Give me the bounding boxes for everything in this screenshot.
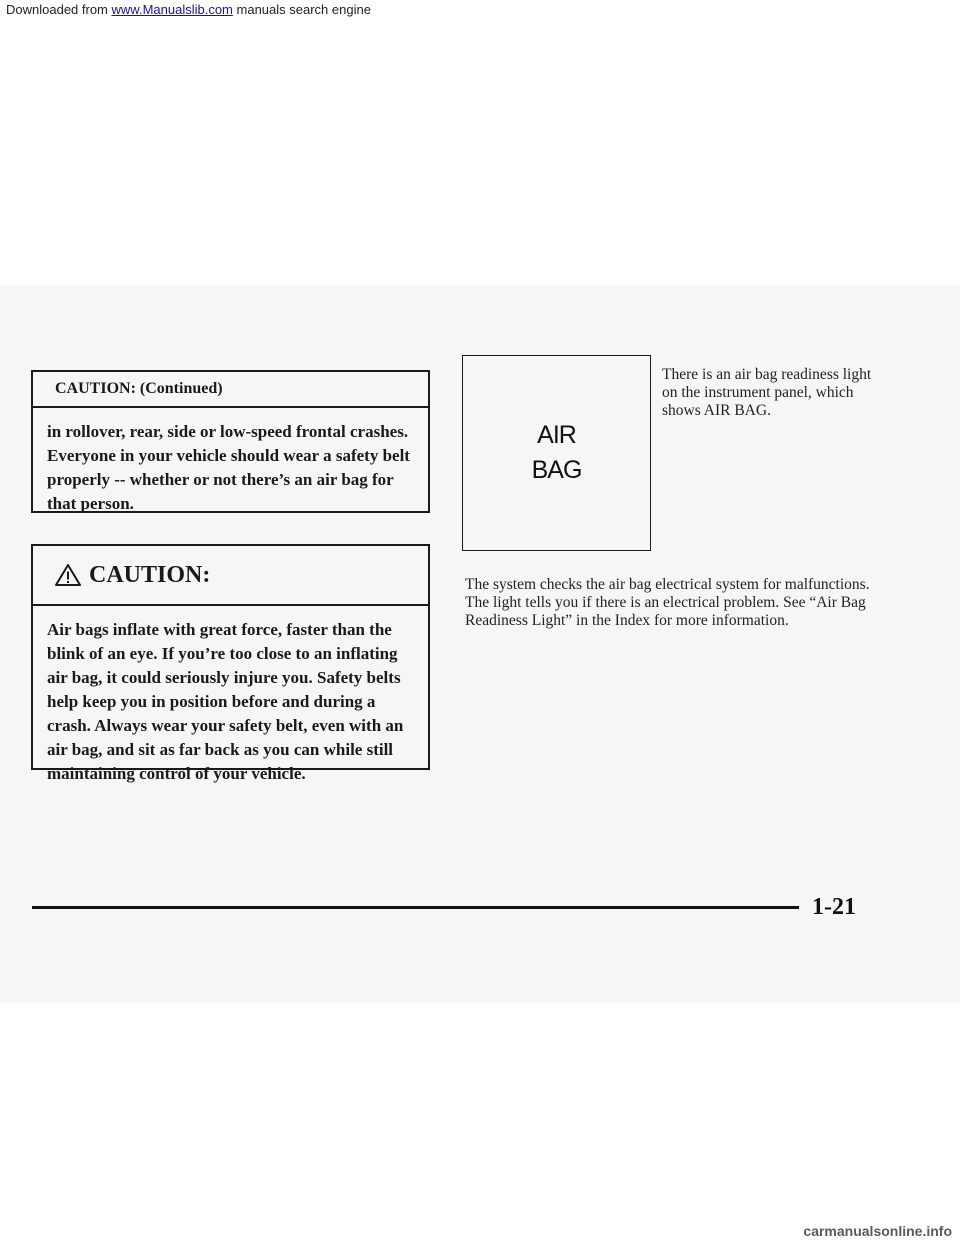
caution-body: Air bags inflate with great force, faster than the blink of an eye. If you’re too close to an inflating air bag, it could seriously injure you. Safety belts help keep you in position before and during a crash. Always wear your safety belt, even with an air bag, and sit as far back as you can while still maintaining control of your vehicle. (47, 620, 404, 783)
banner-suffix: manuals search engine (236, 2, 371, 17)
manualslib-link[interactable]: www.Manualslib.com (111, 2, 233, 17)
caution-continued-box (31, 370, 430, 513)
warning-triangle-icon (55, 563, 81, 587)
footer-rule (32, 906, 799, 909)
download-banner (0, 0, 960, 20)
airbag-indicator-light (462, 355, 651, 551)
caution-box (31, 544, 430, 783)
banner-prefix: Downloaded from (6, 2, 108, 17)
indicator-line-1: AIR (537, 421, 576, 449)
caution-heading-row (33, 546, 428, 606)
caution-continued-body: in rollover, rear, side or low-speed frontal crashes. Everyone in your vehicle should wear a safety belt properly -- whether or not there’s an air bag for that person. (47, 422, 410, 513)
readiness-paragraph: There is an air bag readiness light on the instrument panel, which shows AIR BAG. (662, 366, 872, 419)
caution-heading: CAUTION: (89, 561, 211, 588)
footer-watermark: carmanualsonline.info (803, 1223, 952, 1239)
page-number: 1-21 (812, 894, 856, 920)
caution-continued-heading: CAUTION: (Continued) (33, 372, 428, 408)
indicator-line-2: BAG (531, 456, 582, 484)
system-check-paragraph: The system checks the air bag electrical system for malfunctions. The light tells you if there is an electrical problem. See “Air Bag Readiness Light” in the Index for more information. (465, 576, 870, 629)
